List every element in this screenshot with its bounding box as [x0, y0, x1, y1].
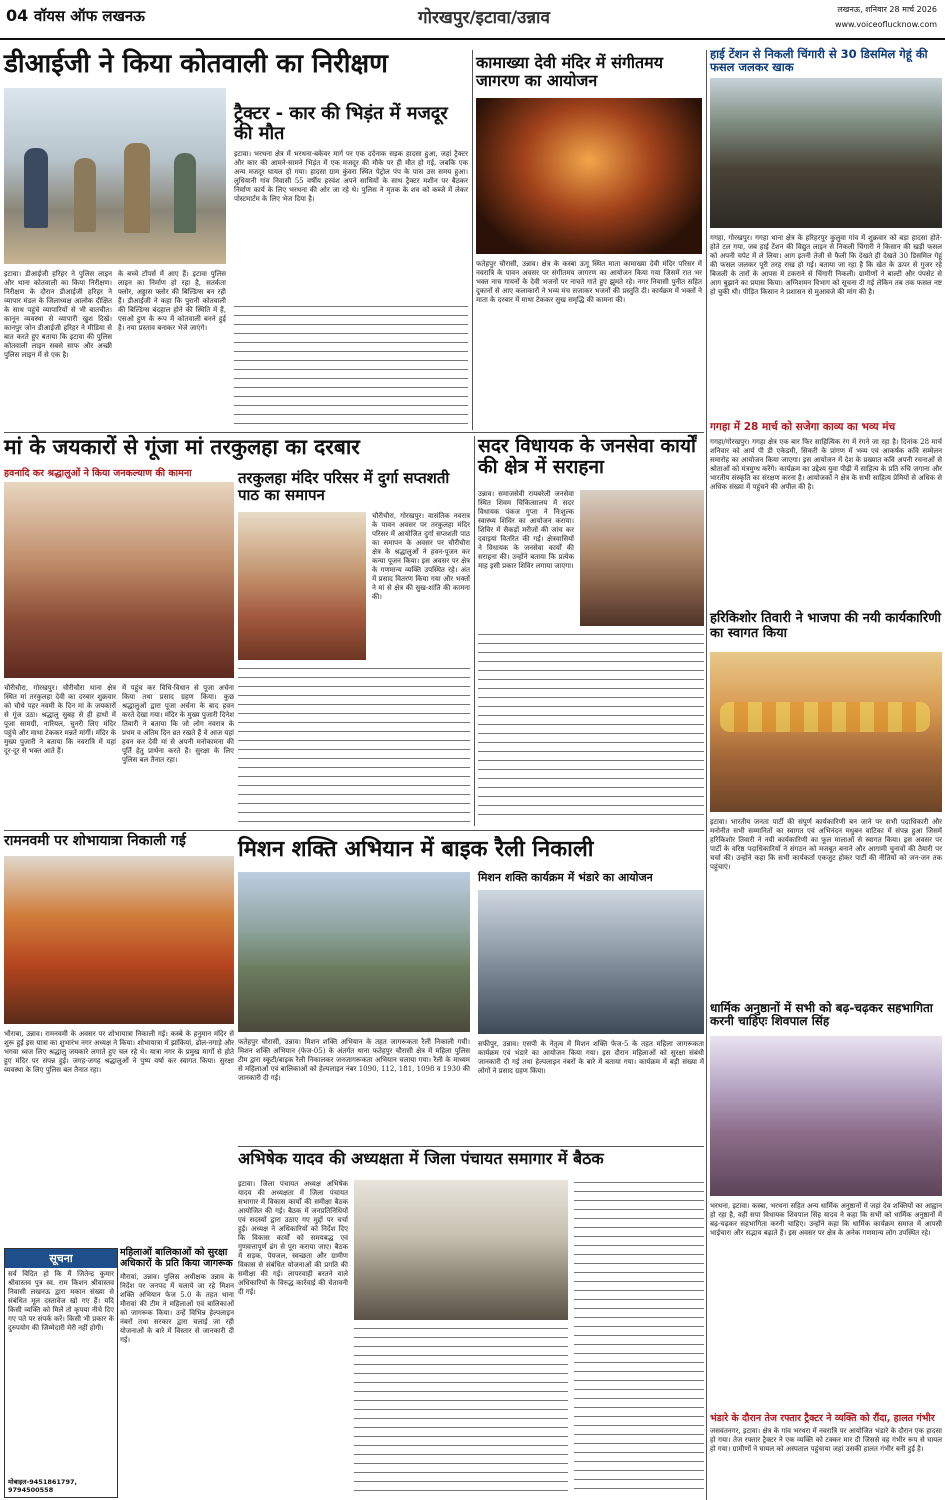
mission-body: फतेहपुर चौरासी, उन्नाव। मिशन शक्ति अभियान के तहत जागरूकता रैली निकाली गयी। मिशन शक्ति अभियान (फेज-05) के अंतर्गत थाना फतेहपुर चौरासी क्षेत्र में महिला पुलिस टीम द्वारा स्कूटी/बाइक रैली निकालकर जनजागरूकता अभियान चलाया गया। रैली के माध्यम से महिलाओं एवं बालिकाओं को हेल्पलाइन नंबर 1090, 112, 181, 1098 व 1930 की जानकारी दी गई। [238, 1038, 470, 1082]
page-number: 04 [6, 6, 29, 25]
tarkulha-cont: में पहुंच कर विधि-विधान से पूजा अर्चना किया तथा प्रसाद ग्रहण किया। कुछ श्रद्धालुओं द्वारा पूजा अर्चना के बाद हवन करते देखा गया। मंदिर के मुख्य पुजारी दिनेश तिवारी ने बताया कि जो लोग नवरात्र के प्रथम व अंतिम दिन व्रत रखते हैं वे आज यहां हवन कर देवी मां से अपनी मनोकामना की पूर्ति हेतु प्रार्थना करते हैं। सुरक्षा के लिए पुलिस बल तैनात रहा। [122, 684, 234, 764]
ramnavami-body: भौराबा, उन्नाव। रामनवमी के अवसर पर शोभायात्रा निकाली गई। कस्बे के हनुमान मंदिर से शुरू हुई इस यात्रा का शुभारंभ नगर अध्यक्ष ने किया। शोभायात्रा में झांकियां, ढोल-नगाड़े और भगवा ध्वज लिए श्रद्धालु जयकारे लगाते हुए चल रहे थे। यात्रा नगर के प्रमुख मार्गों से होते हुए मंदिर पर संपन्न हुई। जगह-जगह श्रद्धालुओं ने पुष्प वर्षा कर स्वागत किया। सुरक्षा व्यवस्था के लिए पुलिस बल तैनात रहा। [4, 1030, 234, 1074]
mla-event-photo [580, 490, 704, 626]
jagran-photo [476, 98, 702, 254]
bhandara-body: सफीपुर, उन्नाव। एसपी के नेतृत्व में मिशन शक्ति फेज-5 के तहत महिला जागरूकता कार्यक्रम एवं भंडारे का आयोजन किया गया। इस दौरान महिलाओं को सुरक्षा संबंधी जानकारी दी गई तथा हेल्पलाइन नंबरों के बारे में बताया गया। कार्यक्रम में बड़ी संख्या में लोगों ने प्रसाद ग्रहण किया। [478, 1040, 704, 1075]
masthead [0, 0, 945, 40]
durga-body: चौरीचौरा, गोरखपुर। वासंतिक नवरात्र के पावन अवसर पर तरकुलहा मंदिर परिसर में आयोजित दुर्गा सप्तशती पाठ का समापन के अवसर पर चौरीचौरा क्षेत्र के श्रद्धालुओं ने हवन-पूजन कर कन्या पूजन किया। इस अवसर पर क्षेत्र के गणमान्य व्यक्ति उपस्थित रहे। अंत में प्रसाद वितरण किया गया और भक्तों ने मां से क्षेत्र की सुख-शांति की कामना की। [372, 512, 470, 601]
harikishore-body: इटावा। भारतीय जनता पार्टी की संपूर्ण कार्यकारिणी बन जाने पर सभी पदाधिकारी और मनोनीत सभी सम्मानितों का स्वागत एवं अभिनंदन मधुबन वाटिका में संपन्न हुआ जिसमें हरिकिशोर तिवारी ने नयी कार्यकारिणी का फूल मालाओं से स्वागत किया। इस अवसर पर पार्टी के वरिष्ठ पदाधिकारियों ने संगठन को मजबूत बनाने और आगामी चुनावों की तैयारी पर चर्चा की। उन्होंने कहा कि सभी कार्यकर्ता एकजुट होकर पार्टी की नीतियों को जन-जन तक पहुंचाएं। [710, 818, 942, 871]
headline: डीआईजी ने किया कोतवाली का निरीक्षण [4, 49, 388, 79]
shivpal-body: भरथना, इटावा। कस्बा, भरथना सहित अन्य धार्मिक अनुष्ठानों में जहां देव शक्तियों का आह्वान हो रहा है, वहीं सपा विधायक शिवपाल सिंह यादव ने कहा कि सभी को धार्मिक अनुष्ठानों में बढ़-चढ़कर सहभागिता करनी चाहिए। उन्होंने कहा कि धार्मिक कार्यक्रम समाज में आपसी भाईचारा और सद्भाव बढ़ाते हैं। इस अवसर पर क्षेत्र के अनेक गणमान्य लोग उपस्थित रहे। [710, 1202, 942, 1237]
headline: ट्रैक्टर - कार की भिड़ंत में मजदूर की मौत [234, 103, 448, 145]
tractor-death-body: जसवंतनगर, इटावा। क्षेत्र के गांव भरथरा में नवरात्रि पर आयोजित भंडारे के दौरान एक हादसा हो गया। तेज रफ्तार ट्रैक्टर ने एक व्यक्ति को टक्कर मार दी जिससे वह गंभीर रूप से घायल हो गया। ग्रामीणों ने घायल को अस्पताल पहुंचाया जहां उसकी हालत गंभीर बनी हुई है। [710, 1426, 942, 1453]
headline: धार्मिक अनुष्ठानों में सभी को बढ़-चढ़कर सहभागिता करनी चाहिएः शिवपाल सिंह [710, 1001, 933, 1029]
bjp-welcome-photo [710, 652, 942, 812]
havan-photo [238, 512, 366, 660]
story-ramnavami [4, 834, 234, 1244]
headline: मिशन शक्ति कार्यक्रम में भंडारे का आयोजन [478, 871, 653, 884]
story-bhandara [478, 872, 704, 1142]
wheat-body: गगहा, गोरखपुर। गगहा थाना क्षेत्र के हरिहरपुर कुलुवा गांव में शुक्रवार को बड़ा हादसा होते-होते टल गया, जब हाई टेंशन की विद्युत लाइन से निकली चिंगारी ने किसान की खड़ी फसल को अपनी चपेट में ले लिया। आग इतनी तेजी से फैली कि देखते ही देखते 30 डिसमिल गेहूं की फसल जलकर पूरी तरह राख हो गई। बताया जा रहा है कि खेत के ऊपर से गुजर रहे बिजली के तारों के आपस में टकराने से चिंगारी निकली। ग्रामीणों ने बाल्टी और पंपसेट से आग बुझाने का प्रयास किया। अग्निशमन विभाग को सूचना दी गई लेकिन तब तक फसल नष्ट हो चुकी थी। पीड़ित किसान ने प्रशासन से मुआवजे की मांग की है। [710, 234, 942, 296]
dateline: लखनऊ, शनिवार 28 मार्च 2026 [837, 5, 937, 14]
dig-inspection-photo [4, 88, 226, 264]
headline: तरकुलहा मंदिर परिसर में दुर्गा सप्तशती पाठ का समापन [238, 469, 450, 504]
dig-cont: के बच्चे टॉपर्स में आए हैं। इटावा पुलिस लाइन का निर्माण हो रहा है, सतर्कता फ्लोर, अड्डास फ्लोर की बिल्डिंग्स बन रही हैं। डीआईजी ने कहा कि पुरानी कोतवाली की बिल्डिंग्स बंदहाल होने की स्थिति में हैं, एसओ हुण के रूप में कोतवाली बनने हुई है। नया प्रस्ताव बनाकर भेजे जाएंगे। [118, 270, 226, 332]
story-mahila [120, 1248, 234, 1498]
meeting-photo [354, 1180, 568, 1320]
kamakhya-body: फतेहपुर चौरासी, उन्नाव। क्षेत्र के कस्बा ऊगू स्थित माता कामाख्या देवी मंदिर परिसर में नवरात्रि के पावन अवसर पर संगीतमय जागरण का आयोजन किया गया जिसमें रात भर भक्त नाच गायनों के देवी भजनों पर नाचते गाते हुए झूमते रहे। नगर निवासी पुनीत सहित दुकानों से आए कलाकारों ने भव्य मंच सजाकर भजनों की प्रस्तुति दी। कार्यक्रम में भक्तों ने माता के दरबार में माथा टेककर सुख समृद्धि की कामना की। [476, 260, 702, 304]
headline: सदर विधायक के जनसेवा कार्यों की क्षेत्र में सराहना [478, 435, 696, 479]
paper-name: वॉयस ऑफ लखनऊ [34, 7, 145, 25]
bike-rally-photo [238, 872, 470, 1032]
notice-box [4, 1248, 118, 1498]
religious-event-photo [710, 1036, 942, 1196]
headline: मां के जयकारों से गूंजा मां तरकुलहा का दरबार [4, 435, 360, 459]
story-sadar [478, 436, 704, 828]
story-wheat [710, 48, 942, 420]
story-abhishek [238, 1150, 704, 1500]
shobhayatra-photo [4, 856, 234, 1024]
temple-crowd-photo [4, 482, 234, 678]
abhishek-body: इटावा। जिला पंचायत अध्यक्ष अभिषेक यादव की अध्यक्षता में जिला पंचायत सभागार में विकास कार्यों की समीक्षा बैठक आयोजित की गई। बैठक में जनप्रतिनिधियों एवं सदस्यों द्वारा उठाए गए मुद्दों पर चर्चा हुई। अध्यक्ष ने अधिकारियों को निर्देश दिए कि विकास कार्यों को समयबद्ध एवं गुणवत्तापूर्ण ढंग से पूरा कराया जाए। बैठक में सड़क, पेयजल, स्वच्छता और ग्रामीण विकास से संबंधित योजनाओं की प्रगति की समीक्षा की गई। लापरवाही बरतने वाले अधिकारियों के विरुद्ध कार्रवाई की चेतावनी दी गई। [238, 1180, 348, 1296]
gagaha-body: गगहा/गोरखपुर। गगहा क्षेत्र एक बार फिर साहित्यिक रंग में रंगने जा रहा है। दिनांक 28 मार्च शनिवार को आर्य पी डी एकेडमी, सिकरी के प्रांगण में भव्य एवं आकर्षक कवि सम्मेलन समारोह का आयोजन किया जाएगा। इस आयोजन में देश के प्रख्यात कवि अपनी रचनाओं से श्रोताओं को मंत्रमुग्ध करेंगे। कार्यक्रम का उद्देश्य युवा पीढ़ी में साहित्य के प्रति रुचि जगाना और भारतीय संस्कृति का संरक्षण करना है। आयोजकों ने क्षेत्र के सभी साहित्य प्रेमियों से अधिक से अधिक संख्या में पहुंचने की अपील की है। [710, 437, 942, 491]
story-kamakhya [476, 54, 702, 430]
headline: हरिकिशोर तिवारी ने भाजपा की नयी कार्यकारिणी का स्वागत किया [710, 611, 941, 641]
headline: गगहा में 28 मार्च को सजेगा काव्य का भव्य मंच [710, 421, 896, 433]
notice-body: सर्व विदित हो कि मैं जितेन्द्र कुमार श्रीवास्तव पुत्र स्व. राम किशन श्रीवास्तव निवासी लखनऊ द्वारा मकान संख्या से संबंधित मूल दस्तावेज खो गए हैं। यदि किसी व्यक्ति को मिलें तो कृपया नीचे दिए गए पते पर संपर्क करें। किसी भी प्रकार के दुरुपयोग की जिम्मेदारी मेरी नहीं होगी। [8, 1270, 114, 1332]
mahila-body: मौरावां, उन्नाव। पुलिस अधीक्षक उन्नाव के निर्देश पर जनपद में चलाये जा रहे मिशन शक्ति अभियान फेज 5.0 के तहत थाना मौरावां की टीम ने महिलाओं एवं बालिकाओं को जागरूक किया। उन्हें विभिन्न हेल्पलाइन नंबरों तथा सरकार द्वारा चलाई जा रही योजनाओं के बारे में विस्तार से जानकारी दी गई। [120, 1273, 234, 1345]
story-tractor [234, 104, 468, 430]
sadar-body: उन्नाव। समाजसेवी रायबरेली जनसेवा स्थित शिवम चिकित्सालय में सदर विधायक पंकज गुप्ता ने निःशुल्क स्वास्थ्य शिविर का आयोजन कराया। शिविर में सैकड़ों मरीजों की जांच कर दवाइयां वितरित की गईं। क्षेत्रवासियों ने विधायक के जनसेवा कार्यों की सराहना की। उन्होंने बताया कि प्रत्येक माह इसी प्रकार शिविर लगाया जाएगा। [478, 490, 574, 570]
notice-contact: मोबाइल-9451861797, 9794500558 [8, 1478, 77, 1494]
story-tractor-death [710, 1414, 942, 1500]
burnt-field-photo [710, 78, 942, 228]
tarkulha-body: चौरीचौरा, गोरखपुर। चौरीचौरा थाना क्षेत्र स्थित मां तरकुलहा देवी का दरबार शुक्रवार को चौथे पहर नवमी के दिन मां के जयकारों से गूंज उठा। श्रद्धालु सुबह से ही हाथों में पूजा सामग्री, नारियल, चुनरी लिए मंदिर पहुंचे और माथा टेककर मन्नतें मांगीं। मंदिर के मुख्य पुजारी ने बताया कि नवरात्रि में यहां दूर-दूर से भक्त आते हैं। [4, 684, 116, 755]
headline: मिशन शक्ति अभियान में बाइक रैली निकाली [238, 837, 594, 862]
headline: महिलाओं बालिकाओं को सुरक्षा अधिकारों के प्रति किया जागरूक [120, 1247, 233, 1269]
tractor-body: इटावा। भरथना क्षेत्र में भरथना-बकेवर मार्ग पर एक दर्दनाक सड़क हादसा हुआ, जहां ट्रैक्टर और कार की आमने-सामने भिड़ंत में एक मजदूर की मौके पर ही मौत हो गई, जबकि एक अन्य मजदूर घायल हो गया। हादसा ग्राम कुंवरा स्थित पेट्रोल पंप के पास उस समय हुआ। लुधियानी गांव निवासी 55 वर्षीय हरवंश अपने साथियों के साथ ट्रैक्टर मशीन पर बैठकर निर्माण कार्य के लिए भरथना की ओर जा रहे थे। पुलिस ने मृतक के शव को कब्जे में लेकर पोस्टमार्टम के लिए भेज दिया है। [234, 150, 468, 204]
subhead: हवनादि कर श्रद्धालुओं ने किया जनकल्याण की कामना [4, 468, 192, 479]
story-mission-body [238, 872, 470, 1142]
story-gagaha [710, 422, 942, 610]
story-durga [238, 470, 470, 828]
headline: हाई टेंशन से निकली चिंगारी से 30 डिसमिल गेहूं की फसल जलकर खाक [710, 47, 928, 74]
notice-title: सूचना [5, 1249, 117, 1268]
headline: कामाख्या देवी मंदिर में संगीतमय जागरण का आयोजन [476, 53, 664, 90]
headline: भंडारे के दौरान तेज रफ्तार ट्रैक्टर ने व्यक्ति को रौंदा, हालत गंभीर [710, 1413, 935, 1424]
section-title: गोरखपुर/इटावा/उन्नाव [418, 8, 550, 28]
story-shivpal [710, 1002, 942, 1412]
bhandara-photo [478, 890, 704, 1034]
website: www.voiceoflucknow.com [834, 20, 937, 29]
headline: अभिषेक यादव की अध्यक्षता में जिला पंचायत समागार में बैठक [238, 1149, 604, 1168]
dig-lead: इटावा। डीआईजी हरिहर ने पुलिस लाइन और थाना कोतवाली का किया निरीक्षण। निरीक्षण के दौरान डीआईजी हरिहर ने व्यापार मंडल के जिलाध्यक्ष आलोक दीक्षित के साथ पहुंचे व्यापारियों से भी बातचीत। कानून व्यवस्था से व्यापारी खुश दिखे। कानपुर जोन डीआईजी हरिहर ने मीडिया से बात करते हुए बताया कि इटावा की पुलिस कोतवाली लाइन सबसे साफ और अच्छी पुलिस लाइन में से एक है। [4, 270, 112, 359]
headline: रामनवमी पर शोभायात्रा निकाली गई [4, 833, 186, 849]
story-harikishore [710, 612, 942, 1000]
